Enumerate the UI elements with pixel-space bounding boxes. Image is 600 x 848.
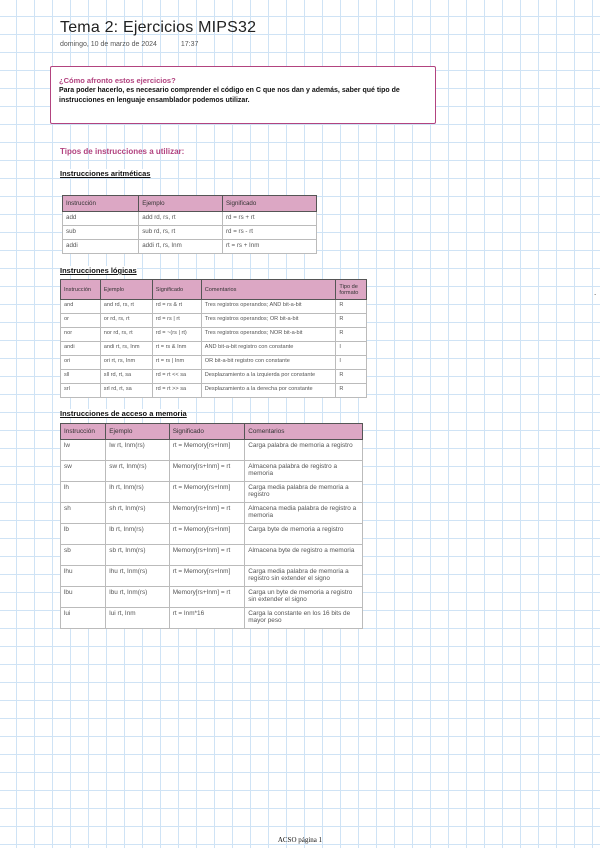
table-cell: sh rt, Inm(rs): [106, 503, 169, 524]
table-cell: lw rt, Inm(rs): [106, 440, 169, 461]
table-cell: I: [336, 356, 367, 370]
table-cell: ori: [61, 356, 101, 370]
table-cell: or: [61, 314, 101, 328]
table-cell: lbu rt, Inm(rs): [106, 587, 169, 608]
column-header: Ejemplo: [100, 280, 152, 300]
date-text: domingo, 10 de marzo de 2024: [60, 41, 157, 48]
table-row: [61, 587, 363, 608]
table-row: [61, 524, 363, 545]
table-cell: rt = rs | Inm: [152, 356, 201, 370]
column-header: Ejemplo: [106, 424, 169, 440]
table-cell: Tres registros operandos; OR bit-a-bit: [201, 314, 336, 328]
table-cell: Desplazamiento a la derecha por constante: [201, 384, 336, 398]
table-cell: lw: [61, 440, 106, 461]
table-cell: R: [336, 300, 367, 314]
table-row: [61, 328, 367, 342]
table-cell: srl: [61, 384, 101, 398]
table-cell: R: [336, 384, 367, 398]
table-cell: and rd, rs, rt: [100, 300, 152, 314]
table-cell: lhu: [61, 566, 106, 587]
page-date: [60, 41, 198, 48]
time-text: 17:37: [180, 41, 199, 48]
table-cell: rt = rs & Inm: [152, 342, 201, 356]
table-cell: nor: [61, 328, 101, 342]
table-row: [61, 566, 363, 587]
table-row: [63, 240, 317, 254]
table-cell: rt = rs + Inm: [223, 240, 317, 254]
table-cell: rd = rs - rt: [223, 226, 317, 240]
column-header: Tipo de formato: [336, 280, 367, 300]
table-cell: lui rt, Inm: [106, 608, 169, 629]
table-row: [61, 461, 363, 482]
table-cell: add rd, rs, rt: [139, 212, 223, 226]
table-cell: rd = rs & rt: [152, 300, 201, 314]
memory-table: [60, 423, 363, 629]
table-cell: sb rt, Inm(rs): [106, 545, 169, 566]
callout-answer: Para poder hacerlo, es necesario comprender el código en C que nos dan y además, saber qué tipo de instrucciones en lenguaje ensamblador podemos utilizar.: [59, 87, 400, 104]
callout-question: ¿Cómo afronto estos ejercicios?: [59, 76, 176, 85]
table-cell: lh: [61, 482, 106, 503]
column-header: Comentarios: [201, 280, 336, 300]
table-cell: rd = rt >> sa: [152, 384, 201, 398]
table-row: [63, 226, 317, 240]
table-cell: lui: [61, 608, 106, 629]
table-cell: lhu rt, Inm(rs): [106, 566, 169, 587]
table-cell: Almacena byte de registro a memoria: [245, 545, 363, 566]
table-cell: I: [336, 342, 367, 356]
table-cell: R: [336, 314, 367, 328]
table-cell: rt = Memory[rs+Inm]: [169, 482, 245, 503]
table-cell: sll: [61, 370, 101, 384]
arithmetic-heading: Instrucciones aritméticas: [60, 169, 151, 178]
arithmetic-table: [62, 195, 317, 254]
table-cell: addi: [63, 240, 139, 254]
table-cell: Carga media palabra de memoria a registro sin extender el signo: [245, 566, 363, 587]
column-header: Instrucción: [61, 424, 106, 440]
table-cell: Carga media palabra de memoria a registro: [245, 482, 363, 503]
table-header-row: [63, 196, 317, 212]
logic-heading: Instrucciones lógicas: [60, 266, 137, 275]
page-footer: ACSO página 1: [277, 836, 323, 844]
table-row: [61, 440, 363, 461]
table-cell: R: [336, 370, 367, 384]
table-cell: nor rd, rs, rt: [100, 328, 152, 342]
table-cell: Memory[rs+Inm] = rt: [169, 503, 245, 524]
table-cell: Tres registros operandos; NOR bit-a-bit: [201, 328, 336, 342]
table-cell: lh rt, Inm(rs): [106, 482, 169, 503]
page-title: Tema 2: Ejercicios MIPS32: [60, 19, 257, 36]
section-title: Tipos de instrucciones a utilizar:: [60, 147, 185, 156]
table-cell: OR bit-a-bit registro con constante: [201, 356, 336, 370]
table-cell: Tres registros operandos; AND bit-a-bit: [201, 300, 336, 314]
table-cell: Carga un byte de memoria a registro sin extender el signo: [245, 587, 363, 608]
table-cell: R: [336, 328, 367, 342]
table-cell: rt = Inm*16: [169, 608, 245, 629]
table-row: [61, 503, 363, 524]
table-row: [61, 482, 363, 503]
column-header: Instrucción: [63, 196, 139, 212]
table-row: [61, 300, 367, 314]
table-cell: ori rt, rs, Inm: [100, 356, 152, 370]
column-header: Ejemplo: [139, 196, 223, 212]
table-cell: Carga palabra de memoria a registro: [245, 440, 363, 461]
table-row: [61, 384, 367, 398]
memory-heading: Instrucciones de acceso a memoria: [60, 409, 187, 418]
table-cell: Carga la constante en los 16 bits de mayor peso: [245, 608, 363, 629]
column-header: Significado: [152, 280, 201, 300]
table-cell: Almacena media palabra de registro a memoria: [245, 503, 363, 524]
table-cell: sw rt, Inm(rs): [106, 461, 169, 482]
table-cell: sh: [61, 503, 106, 524]
table-cell: add: [63, 212, 139, 226]
table-row: [61, 545, 363, 566]
table-cell: lb rt, Inm(rs): [106, 524, 169, 545]
table-cell: Carga byte de memoria a registro: [245, 524, 363, 545]
table-row: [63, 212, 317, 226]
table-row: [61, 608, 363, 629]
table-cell: sb: [61, 545, 106, 566]
table-cell: sub: [63, 226, 139, 240]
table-header-row: [61, 424, 363, 440]
table-row: [61, 342, 367, 356]
table-cell: AND bit-a-bit registro con constante: [201, 342, 336, 356]
column-header: Significado: [169, 424, 245, 440]
callout-box: [50, 66, 436, 124]
table-cell: sw: [61, 461, 106, 482]
stray-dot: .: [594, 288, 597, 297]
table-cell: Almacena palabra de registro a memoria: [245, 461, 363, 482]
table-row: [61, 370, 367, 384]
table-cell: lb: [61, 524, 106, 545]
table-cell: rt = Memory[rs+Inm]: [169, 440, 245, 461]
table-cell: Memory[rs+Inm] = rt: [169, 545, 245, 566]
table-cell: rd = ~(rs | rt): [152, 328, 201, 342]
logic-table: [60, 279, 367, 398]
column-header: Instrucción: [61, 280, 101, 300]
table-cell: srl rd, rt, sa: [100, 384, 152, 398]
table-cell: rd = rt << sa: [152, 370, 201, 384]
table-cell: Desplazamiento a la izquierda por constante: [201, 370, 336, 384]
table-row: [61, 314, 367, 328]
column-header: Comentarios: [245, 424, 363, 440]
table-cell: rd = rs | rt: [152, 314, 201, 328]
table-cell: Memory[rs+Inm] = rt: [169, 587, 245, 608]
table-cell: sub rd, rs, rt: [139, 226, 223, 240]
table-cell: addi rt, rs, Inm: [139, 240, 223, 254]
table-cell: sll rd, rt, sa: [100, 370, 152, 384]
table-row: [61, 356, 367, 370]
table-cell: or rd, rs, rt: [100, 314, 152, 328]
table-cell: andi rt, rs, Inm: [100, 342, 152, 356]
table-cell: rt = Memory[rs+Inm]: [169, 524, 245, 545]
table-cell: Memory[rs+Inm] = rt: [169, 461, 245, 482]
table-header-row: [61, 280, 367, 300]
table-cell: andi: [61, 342, 101, 356]
column-header: Significado: [223, 196, 317, 212]
table-cell: rt = Memory[rs+Inm]: [169, 566, 245, 587]
table-cell: lbu: [61, 587, 106, 608]
table-cell: rd = rs + rt: [223, 212, 317, 226]
table-cell: and: [61, 300, 101, 314]
